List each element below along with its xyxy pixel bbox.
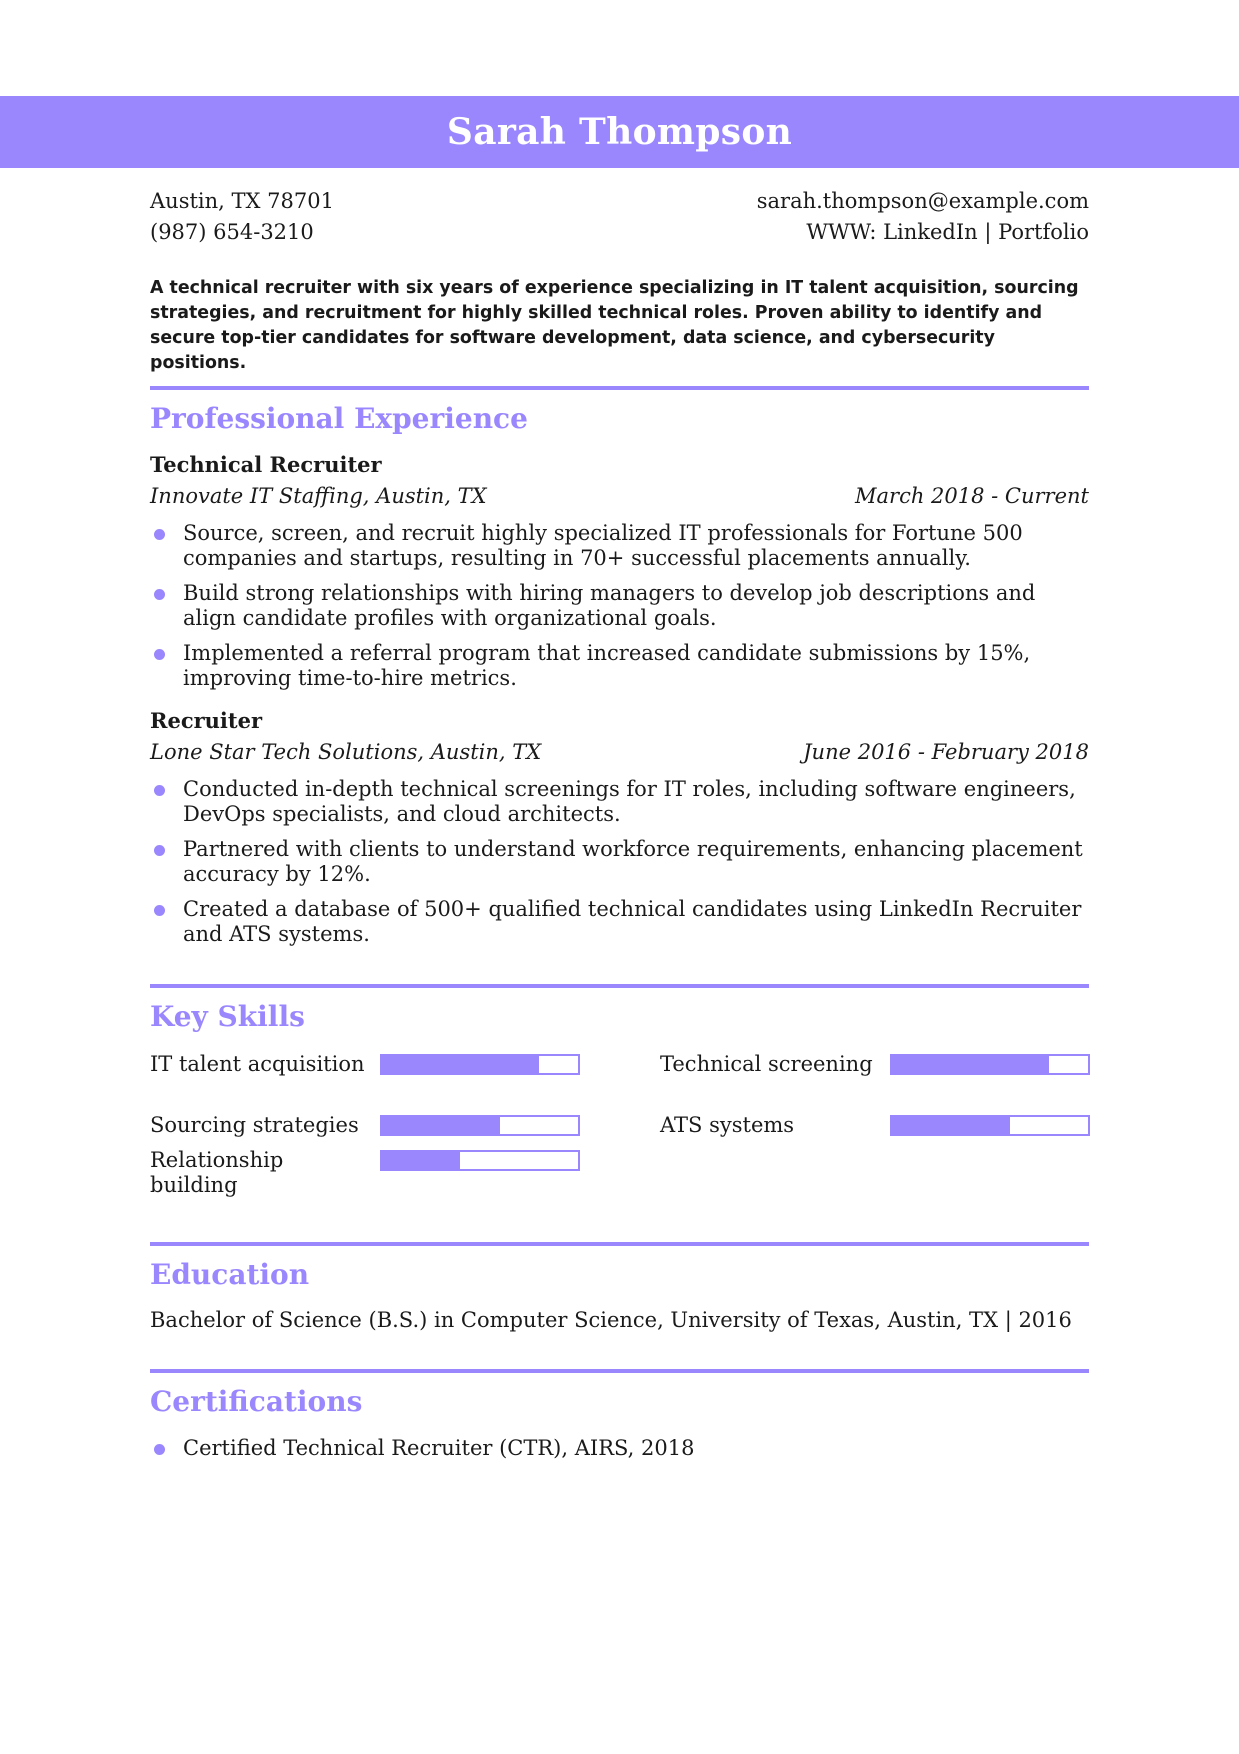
skill-level-fill [892,1056,1049,1073]
job-company: Innovate IT Staffing, Austin, TX [150,484,487,508]
skill-level-fill [382,1152,460,1169]
skill-item [660,1052,1090,1112]
skill-name: Relationship building [150,1148,284,1197]
section-divider [150,1369,1089,1373]
list-item: Implemented a referral program that increased candidate submissions by 15%, improving time-to-hire metrics. [150,641,1089,691]
list-item: Created a database of 500+ qualified technical candidates using LinkedIn Recruiter and ATS systems. [150,897,1089,947]
experience-heading: Professional Experience [150,402,528,435]
skill-item [660,1113,1090,1173]
skill-level-fill [892,1117,1010,1134]
job-company: Lone Star Tech Solutions, Austin, TX [150,740,542,764]
skills-heading: Key Skills [150,1000,305,1033]
job-bullets [150,777,1089,957]
skill-level-bar [890,1115,1090,1136]
list-item: Build strong relationships with hiring managers to develop job descriptions and align candidate profiles with organizational goals. [150,581,1089,631]
name-banner [0,96,1239,168]
job-title: Recruiter [150,708,263,733]
certifications-heading: Certifications [150,1385,363,1418]
skill-level-fill [382,1056,539,1073]
candidate-name: Sarah Thompson [446,111,793,153]
web-links[interactable]: WWW: LinkedIn | Portfolio [806,220,1089,244]
list-item: Source, screen, and recruit highly specialized IT professionals for Fortune 500 companies and startups, resulting in 70+ successful placements annually. [150,521,1089,571]
skill-name: IT talent acquisition [150,1052,365,1076]
skill-level-bar [380,1054,580,1075]
bullet-dot-icon [154,649,165,660]
job-title: Technical Recruiter [150,452,382,477]
bullet-dot-icon [154,905,165,916]
certification-list [150,1436,1089,1471]
skill-name: ATS systems [660,1113,795,1137]
job-dates: June 2016 - February 2018 [803,740,1089,764]
skill-name: Sourcing strategies [150,1113,359,1137]
job-dates: March 2018 - Current [855,484,1089,508]
email-link[interactable]: sarah.thompson@example.com [756,189,1089,213]
list-item: Partnered with clients to understand workforce requirements, enhancing placement accuracy by 12%. [150,837,1089,887]
list-item: Certified Technical Recruiter (CTR), AIRS, 2018 [150,1436,1089,1461]
section-divider [150,386,1089,390]
skill-level-fill [382,1117,500,1134]
bullet-dot-icon [154,529,165,540]
bullet-dot-icon [154,785,165,796]
skill-name: Technical screening [660,1052,873,1076]
skill-item [150,1148,580,1208]
job-bullets [150,521,1089,701]
phone: (987) 654-3210 [150,220,314,244]
list-item: Conducted in-depth technical screenings for IT roles, including software engineers, DevOps specialists, and cloud architects. [150,777,1089,827]
bullet-dot-icon [154,845,165,856]
skill-level-bar [380,1150,580,1171]
education-heading: Education [150,1258,310,1291]
bullet-dot-icon [154,1444,165,1455]
bullet-dot-icon [154,589,165,600]
job-meta [150,484,1089,508]
section-divider [150,1242,1089,1246]
section-divider [150,984,1089,988]
job-meta [150,740,1089,764]
skill-level-bar [380,1115,580,1136]
skill-level-bar [890,1054,1090,1075]
education-entry: Bachelor of Science (B.S.) in Computer Science, University of Texas, Austin, TX | 2016 [150,1308,1072,1332]
skill-item [150,1052,580,1112]
address: Austin, TX 78701 [150,189,334,213]
professional-summary: A technical recruiter with six years of experience specializing in IT talent acquisition, sourcing strategies, and recruitment for highly skilled technical roles. Proven ability to identify and secure top-tier candidates for software development, data science, and cybersecurity positions. [150,278,1079,373]
